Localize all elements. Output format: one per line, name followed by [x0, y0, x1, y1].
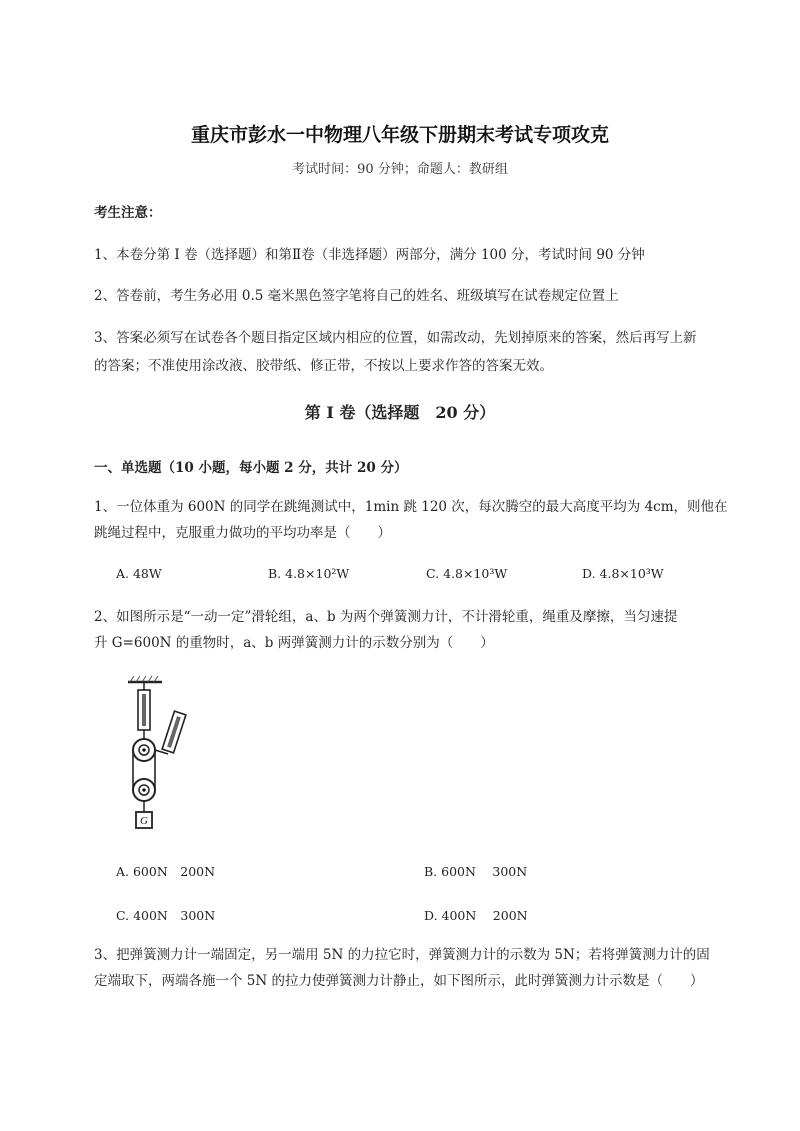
question-1-option-b[interactable]: B. 4.8×10²W	[268, 566, 350, 581]
notice-item-1: 1、本卷分第 I 卷（选择题）和第Ⅱ卷（非选择题）两部分，满分 100 分，考试时间 90 分钟	[94, 247, 645, 263]
section-title: 第 I 卷（选择题 20 分）	[304, 403, 496, 422]
exam-info: 考试时间：90 分钟；命题人：教研组	[292, 162, 508, 177]
notice-item-3: 3、答案必须写在试卷各个题目指定区域内相应的位置，如需改动，先划掉原来的答案，然后再写上新的答案；不准使用涂改液、胶带纸、修正带，不按以上要求作答的答案无效。	[94, 330, 697, 374]
question-3-stem-line-1: 3、把弹簧测力计一端固定，另一端用 5N 的力拉它时，弹簧测力计的示数为 5N；若将弹簧测力计的固	[94, 947, 710, 963]
notice-heading: 考生注意：	[94, 205, 162, 221]
question-1-option-a[interactable]: A. 48W	[116, 566, 162, 581]
question-1-stem-line-2: 跳绳过程中，克服重力做功的平均功率是（ ）	[94, 525, 391, 541]
question-1-stem-line-1: 1、一位体重为 600N 的同学在跳绳测试中，1min 跳 120 次，每次腾空的最大高度平均为 4cm，则他在	[94, 499, 728, 515]
question-2-stem-line-1: 2、如图所示是“一动一定”滑轮组，a、b 为两个弹簧测力计，不计滑轮重，绳重及摩擦，当匀速提	[94, 609, 678, 625]
question-1-option-d[interactable]: D. 4.8×10³W	[582, 566, 664, 581]
question-2-option-d[interactable]: D. 400N 200N	[424, 908, 528, 923]
notice-item-2: 2、答卷前，考生务必用 0.5 毫米黑色签字笔将自己的姓名、班级填写在试卷规定位置上	[94, 288, 619, 304]
question-2-option-c[interactable]: C. 400N 300N	[116, 908, 216, 923]
part-title: 一、单选题（10 小题，每小题 2 分，共计 20 分）	[94, 460, 408, 476]
page-title: 重庆市彭水一中物理八年级下册期末考试专项攻克	[190, 124, 609, 146]
question-2-stem-line-2: 升 G=600N 的重物时，a、b 两弹簧测力计的示数分别为（ ）	[94, 635, 494, 651]
figure-weight-label: G	[140, 815, 148, 827]
question-2-option-a[interactable]: A. 600N 200N	[116, 864, 216, 879]
question-2-option-b[interactable]: B. 600N 300N	[424, 864, 528, 879]
question-3-stem-line-2: 定端取下，两端各施一个 5N 的拉力使弹簧测力计静止，如下图所示，此时弹簧测力计示数是（ ）	[94, 973, 704, 989]
question-1-option-c[interactable]: C. 4.8×10³W	[426, 566, 508, 581]
pulley-figure	[112, 672, 204, 834]
